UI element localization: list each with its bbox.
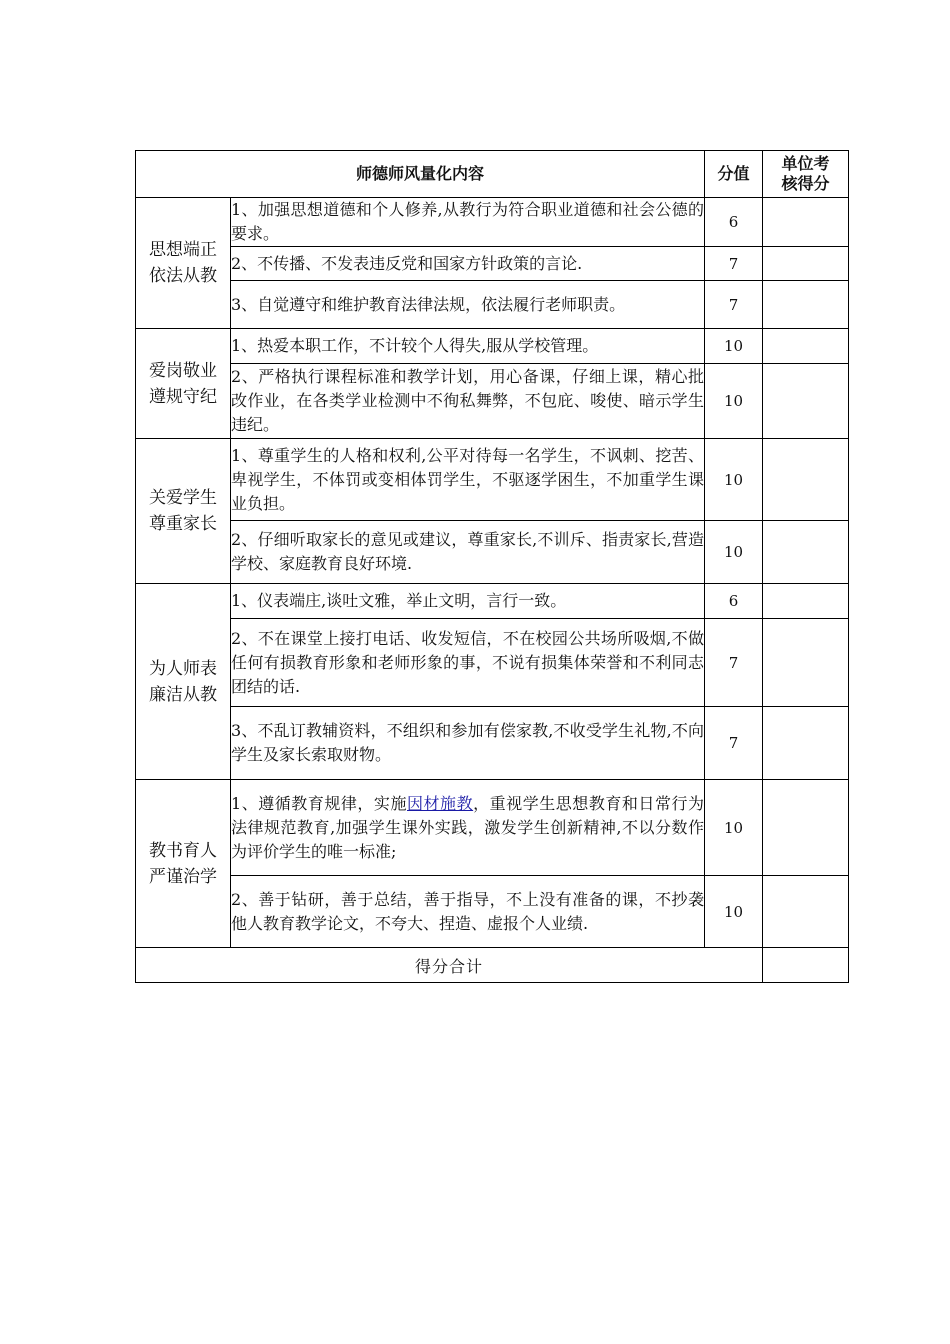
table-row	[136, 439, 849, 521]
category-cell	[136, 439, 231, 584]
term-link[interactable]: 因材施教	[407, 793, 474, 813]
item-text: 2、严格执行课程标准和教学计划，用心备课，仔细上课，精心批改作业，在各类学业检测中不徇私舞弊，不包庇、唆使、暗示学生违纪。	[231, 364, 705, 439]
header-unit-score	[763, 151, 849, 198]
category-line1: 为人师表	[149, 658, 217, 679]
unit-score-cell[interactable]	[763, 521, 849, 584]
unit-score-cell[interactable]	[763, 707, 849, 780]
score-value: 7	[705, 247, 763, 281]
table-row	[136, 281, 849, 329]
score-value: 6	[705, 198, 763, 247]
category-line1: 关爱学生	[149, 488, 217, 508]
category-cell	[136, 329, 231, 439]
category-cell	[136, 780, 231, 948]
category-cell	[136, 584, 231, 780]
item-text: 2、不传播、不发表违反党和国家方针政策的言论.	[231, 247, 705, 281]
unit-score-cell[interactable]	[763, 198, 849, 247]
score-value: 10	[705, 780, 763, 876]
header-score: 分值	[705, 151, 763, 198]
unit-score-cell[interactable]	[763, 780, 849, 876]
category-line1: 教书育人	[149, 840, 217, 861]
item-text: 1、仪表端庄,谈吐文雅，举止文明，言行一致。	[231, 584, 705, 619]
category-line1: 爱岗敬业	[149, 360, 217, 381]
table-row	[136, 329, 849, 364]
score-value: 10	[705, 364, 763, 439]
header-unit-score-line2: 核得分	[781, 174, 830, 193]
item-text: 1、热爱本职工作，不计较个人得失,服从学校管理。	[231, 329, 705, 364]
score-value: 6	[705, 584, 763, 619]
item-text: 1、尊重学生的人格和权利,公平对待每一名学生，不讽刺、挖苦、卑视学生，不体罚或变相体罚学生，不驱逐学困生，不加重学生课业负担。	[231, 439, 705, 521]
score-value: 10	[705, 329, 763, 364]
total-score-cell[interactable]	[763, 948, 849, 983]
header-unit-score-line1: 单位考	[781, 154, 830, 173]
category-cell	[136, 198, 231, 329]
header-content: 师德师风量化内容	[136, 151, 705, 198]
item-text: 2、善于钻研，善于总结，善于指导，不上没有准备的课，不抄袭他人教育教学论文，不夸大、捏造、虚报个人业绩.	[231, 876, 705, 948]
unit-score-cell[interactable]	[763, 247, 849, 281]
evaluation-table	[135, 150, 849, 983]
unit-score-cell[interactable]	[763, 329, 849, 364]
table-row	[136, 364, 849, 439]
table-row	[136, 521, 849, 584]
item-text: 2、仔细听取家长的意见或建议，尊重家长,不训斥、指责家长,营造学校、家庭教育良好环境.	[231, 521, 705, 584]
category-line1: 思想端正	[149, 240, 217, 260]
score-value: 10	[705, 439, 763, 521]
table-row	[136, 247, 849, 281]
header-row	[136, 151, 849, 198]
item-text: 2、不在课堂上接打电话、收发短信，不在校园公共场所吸烟,不做任何有损教育形象和老师形象的事，不说有损集体荣誉和不利同志团结的话.	[231, 619, 705, 707]
total-label: 得分合计	[136, 948, 763, 983]
score-value: 7	[705, 619, 763, 707]
item-text: 1、加强思想道德和个人修养,从教行为符合职业道德和社会公德的要求。	[231, 198, 705, 247]
score-value: 7	[705, 281, 763, 329]
score-value: 10	[705, 876, 763, 948]
category-line2: 严谨治学	[149, 866, 217, 887]
table-row	[136, 780, 849, 876]
total-row	[136, 948, 849, 983]
item-text: 3、自觉遵守和维护教育法律法规，依法履行老师职责。	[231, 281, 705, 329]
item-text: 3、不乱订教辅资料，不组织和参加有偿家教,不收受学生礼物,不向学生及家长索取财物。	[231, 707, 705, 780]
item-text	[231, 780, 705, 876]
unit-score-cell[interactable]	[763, 584, 849, 619]
table-row	[136, 876, 849, 948]
category-line2: 廉洁从教	[149, 684, 217, 705]
unit-score-cell[interactable]	[763, 281, 849, 329]
item-text-before-link: 1、遵循教育规律，实施	[231, 793, 407, 813]
category-line2: 依法从教	[149, 266, 217, 286]
category-line2: 尊重家长	[149, 514, 217, 534]
score-value: 7	[705, 707, 763, 780]
item-text-after-link: ，重视学生思想教育和日常行为法律规范教育,加强学生课外实践，激发学生创新精神,不以分数作为评价学生的唯一标准;	[231, 793, 705, 861]
table-row	[136, 707, 849, 780]
unit-score-cell[interactable]	[763, 439, 849, 521]
unit-score-cell[interactable]	[763, 619, 849, 707]
score-value: 10	[705, 521, 763, 584]
table-row	[136, 619, 849, 707]
table-row	[136, 584, 849, 619]
table-row	[136, 198, 849, 247]
unit-score-cell[interactable]	[763, 876, 849, 948]
category-line2: 遵规守纪	[149, 386, 217, 407]
unit-score-cell[interactable]	[763, 364, 849, 439]
